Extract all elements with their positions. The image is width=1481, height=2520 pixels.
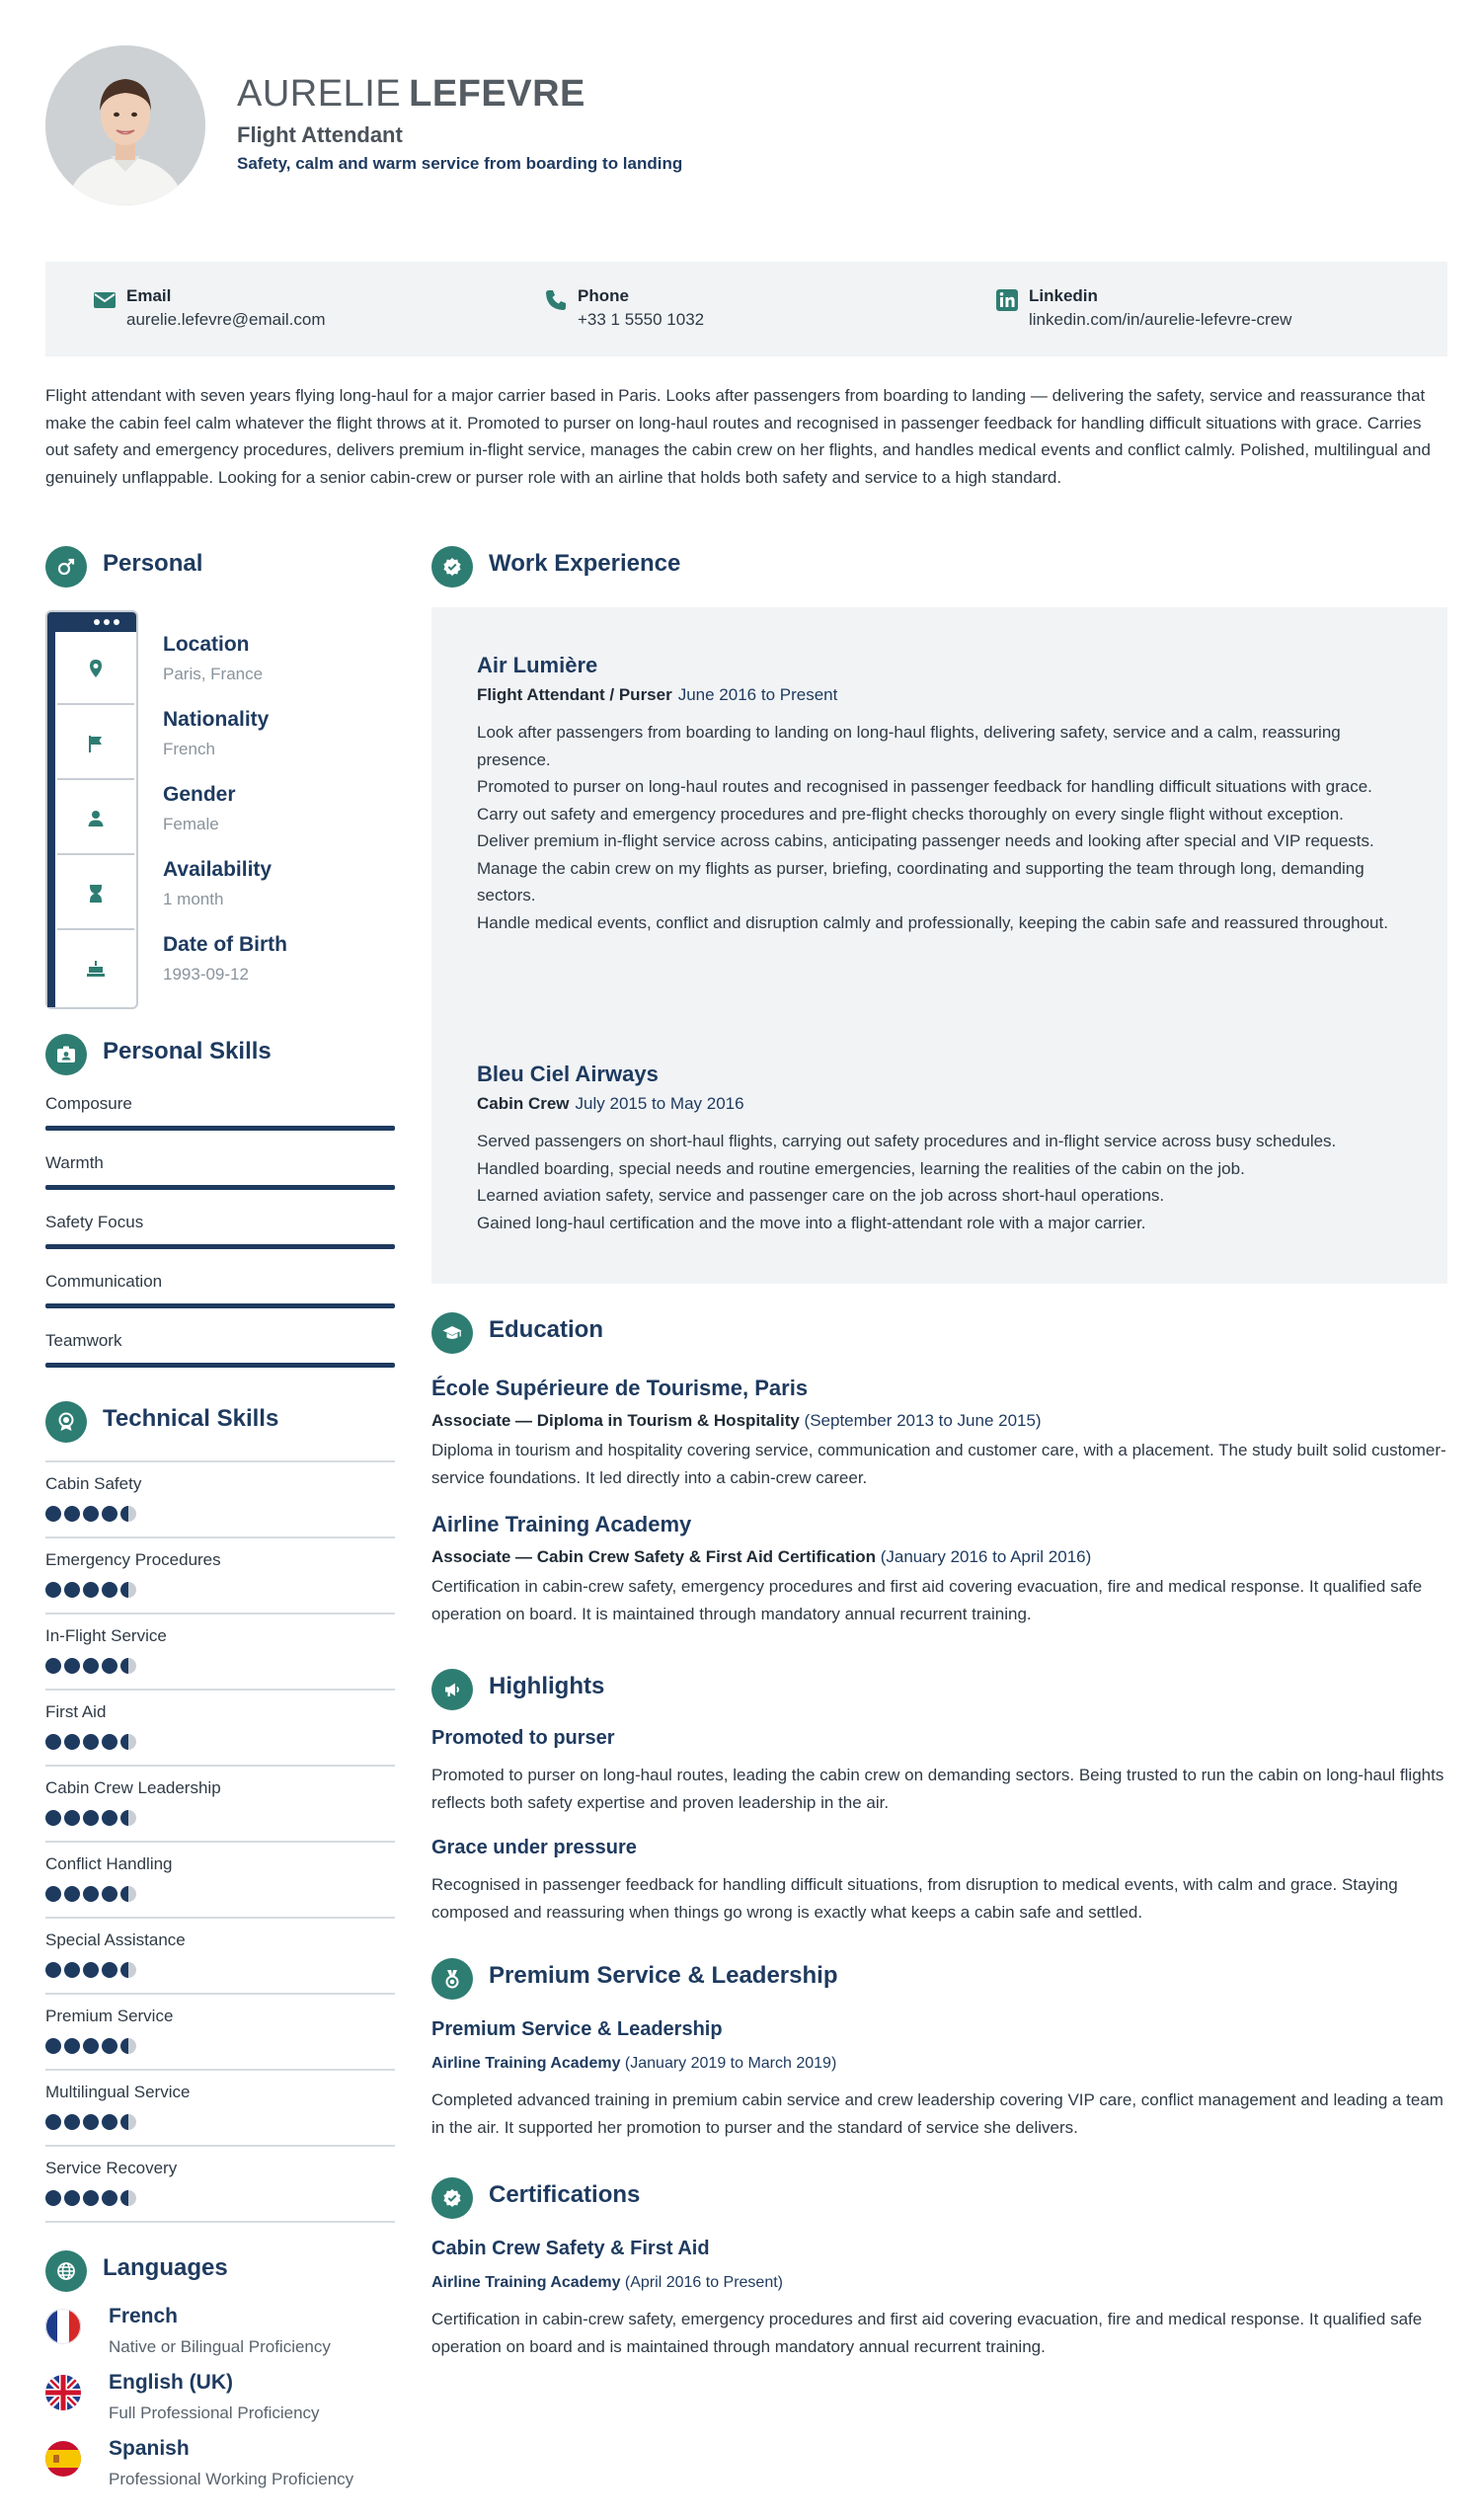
education-title: Education [489,1316,604,1343]
rating-dot-full [45,1886,61,1902]
education-description: Diploma in tourism and hospitality covering service, communication and customer care, with a placement. The study built solid customer-service foundations. It led directly into a cabin-crew career. [431,1441,1446,1487]
highlight-description: Promoted to purser on long-haul routes, leading the cabin crew on demanding sectors. Being trusted to run the cabin on long-haul flights reflects both safety expertise and proven leadership in the air. [431,1766,1444,1812]
certification-title: Cabin Crew Safety & First Aid [431,2238,710,2259]
rating-dot-half [120,1962,136,1978]
company-name: Air Lumière [477,653,598,677]
technical-skill-label: First Aid [45,1702,107,1721]
card-top-bar [47,612,136,632]
technical-skill [45,1460,395,1536]
personal-card [45,610,138,1009]
rating-dot-full [45,2114,61,2130]
dob-cell [57,932,134,1005]
personal-nationality [163,708,269,759]
premium-dates: (January 2019 to March 2019) [624,2055,837,2072]
rating-dot-full [102,2114,117,2130]
certification-description: Certification in cabin-crew safety, emergency procedures and first aid covering evacuation, fire and medical response. It qualified safe operation on board and is maintained through mandatory annual recurrent training. [431,2310,1423,2356]
certifications-title: Certifications [489,2181,641,2208]
availability-label: Availability [163,858,273,881]
phone-icon [544,288,568,312]
highlights-title: Highlights [489,1673,605,1699]
rating-dot-full [102,2038,117,2054]
dob-value: 1993-09-12 [163,965,249,984]
premium-entry [431,2018,1447,2141]
duty-item: Look after passengers from boarding to landing on long-haul flights, delivering safety, service and a calm, reassuring presence. [477,723,1341,769]
technical-skill-label: Special Assistance [45,1930,186,1949]
rating-dot-full [64,1810,80,1826]
rating-dot-full [64,2038,80,2054]
certification-dates: (April 2016 to Present) [624,2274,783,2291]
personal-skill [45,1331,395,1351]
school-name: École Supérieure de Tourisme, Paris [431,1376,809,1400]
education-dates: (September 2013 to June 2015) [804,1411,1042,1430]
rating-dot-full [83,1734,99,1750]
rating-dot-full [45,1810,61,1826]
technical-skill [45,1613,395,1689]
duty-item: Carry out safety and emergency procedures and pre-flight checks thoroughly on every single flight without exception. [477,804,1344,824]
certification-org-line [431,2274,1447,2292]
degree-line [431,1411,1447,1431]
avatar-portrait [45,45,205,205]
personal-skills-title: Personal Skills [103,1038,272,1064]
linkedin-icon [995,288,1019,312]
phone-value[interactable]: +33 1 5550 1032 [578,310,705,329]
gender-cell [57,782,134,855]
availability-cell [57,857,134,930]
personal-skill [45,1272,395,1292]
language-item [45,2371,401,2430]
job-dates: June 2016 to Present [677,685,838,704]
highlight-entry [431,1727,1447,1816]
medal-icon [431,1958,473,2000]
technical-skill-label: Service Recovery [45,2159,178,2177]
rating-dot-full [64,1886,80,1902]
award-ribbon-icon [45,1401,87,1443]
last-name: LEFEVRE [409,73,585,115]
person-icon [86,809,106,828]
gender-label: Gender [163,783,236,806]
degree-line [431,1547,1447,1567]
rating-dot-full [83,1886,99,1902]
personal-location [163,633,263,684]
rating-dot-half [120,1810,136,1826]
dob-label: Date of Birth [163,933,287,956]
rating-dot-full [83,1506,99,1522]
cake-icon [86,959,106,979]
rating-dot-full [102,1962,117,1978]
personal-skill [45,1153,395,1173]
technical-skill [45,1689,395,1765]
rating-dot-full [45,1582,61,1598]
highlight-title: Promoted to purser [431,1727,615,1749]
rating-dot-full [64,1734,80,1750]
rating-dot-half [120,1658,136,1674]
rating-dot-half [120,1734,136,1750]
linkedin-label: Linkedin [1029,286,1098,305]
rating-dot-full [45,2038,61,2054]
language-name: English (UK) [109,2371,233,2394]
technical-skill-label: Premium Service [45,2007,174,2025]
certificate-badge-icon [431,2177,473,2219]
avatar [45,45,205,205]
rating-dot-full [83,1810,99,1826]
rating-dot-full [102,1658,117,1674]
rating-dot-full [83,2038,99,2054]
personal-skill-bar [45,1126,395,1131]
rating-dot-full [45,1734,61,1750]
verified-badge-icon [431,546,473,588]
personal-skill-label: Safety Focus [45,1213,144,1231]
job-dates: July 2015 to May 2016 [575,1094,744,1113]
education-dates: (January 2016 to April 2016) [880,1547,1092,1566]
technical-skill [45,2069,395,2145]
premium-description: Completed advanced training in premium cabin service and crew leadership covering VIP care, conflict management and leading a team in the air. It supported her promotion to purser and the standard of service she delivers. [431,2090,1443,2137]
first-name: AURELIE [237,73,402,115]
premium-org: Airline Training Academy [431,2055,621,2072]
personal-skill-bar [45,1244,395,1249]
technical-skill-label: Conflict Handling [45,1854,173,1873]
duty-item: Served passengers on short-haul flights, carrying out safety procedures and in-flight service across busy schedules. [477,1132,1337,1150]
rating-dot-full [45,2190,61,2206]
tagline: Safety, calm and warm service from boarding to landing [237,154,683,173]
graduation-cap-icon [431,1312,473,1354]
personal-dob [163,933,287,984]
language-item [45,2305,401,2364]
certification-entry [431,2238,1447,2360]
highlight-entry [431,1837,1447,1926]
language-level: Professional Working Proficiency [109,2470,354,2488]
nationality-cell [57,707,134,780]
job-duties [477,1128,1415,1236]
rating-dot-half [120,1886,136,1902]
job-role: Cabin Crew [477,1094,570,1113]
rating-dot-full [64,1962,80,1978]
personal-availability [163,858,272,909]
personal-skill-label: Teamwork [45,1331,122,1350]
resume-header [45,45,1428,205]
premium-org-line [431,2055,1447,2073]
email-icon [93,288,117,312]
linkedin-value[interactable]: linkedin.com/in/aurelie-lefevre-crew [1029,310,1292,329]
technical-skill [45,2145,395,2221]
rating-dot-full [64,2114,80,2130]
personal-skill-label: Composure [45,1094,132,1113]
personal-skill [45,1094,395,1114]
education-entry [431,1376,1447,1491]
duty-item: Handled boarding, special needs and routine emergencies, learning the realities of the cabin on the job. [477,1158,1245,1178]
rating-dot-full [64,2190,80,2206]
technical-skill [45,1917,395,1993]
gender-value: Female [163,815,219,833]
rating-dot-full [102,1734,117,1750]
technical-skill-label: Cabin Crew Leadership [45,1778,221,1797]
job-duties [477,719,1415,936]
premium-item-title: Premium Service & Leadership [431,2018,723,2040]
premium-title: Premium Service & Leadership [489,1962,838,1989]
flag-icon [86,734,106,753]
rating-dot-full [45,1506,61,1522]
rating-dot-half [120,2038,136,2054]
rating-dot-full [83,1582,99,1598]
rating-dot-full [102,1582,117,1598]
duty-item: Manage the cabin crew on my flights as purser, briefing, coordinating and supporting the team through long, demanding sectors. [477,858,1364,905]
rating-dot-full [64,1506,80,1522]
location-label: Location [163,633,250,656]
duty-item: Gained long-haul certification and the move into a flight-attendant role with a major carrier. [477,1213,1146,1232]
gender-symbol-icon [45,546,87,588]
technical-skill-label: In-Flight Service [45,1626,167,1645]
personal-skill-bar [45,1303,395,1308]
rating-dot-full [83,2114,99,2130]
duty-item: Promoted to purser on long-haul routes and recognised in passenger feedback for handling difficult situations with grace. [477,777,1372,796]
globe-icon [45,2250,87,2292]
technical-skills-title: Technical Skills [103,1405,279,1432]
personal-title: Personal [103,550,203,577]
rating-dot-full [45,1962,61,1978]
duty-item: Deliver premium in-flight service across cabins, anticipating passenger needs and looking after special and VIP requests. [477,831,1374,850]
personal-gender [163,783,236,834]
availability-value: 1 month [163,890,224,908]
rating-dot-half [120,2190,136,2206]
rating-dot-full [45,1658,61,1674]
rating-dot-half [120,1506,136,1522]
degree: Associate — Diploma in Tourism & Hospitality [431,1411,800,1430]
spain-flag-icon [45,2441,81,2477]
job-entry [477,1062,1415,1236]
language-level: Native or Bilingual Proficiency [109,2337,331,2356]
technical-skill-label: Cabin Safety [45,1474,142,1493]
school-name: Airline Training Academy [431,1512,692,1536]
rating-dot-full [102,1886,117,1902]
role-line [477,1094,1415,1114]
location-cell [57,632,134,705]
rating-dot-full [102,1810,117,1826]
technical-skill [45,1765,395,1841]
language-item [45,2437,401,2496]
personal-skill-label: Warmth [45,1153,104,1172]
location-pin-icon [86,659,106,678]
role-line [477,685,1415,705]
technical-skill [45,1536,395,1613]
degree: Associate — Cabin Crew Safety & First Aid Certification [431,1547,876,1566]
job-title: Flight Attendant [237,122,403,147]
personal-skill [45,1213,395,1232]
rating-dot-half [120,1582,136,1598]
rating-dot-full [64,1582,80,1598]
highlight-title: Grace under pressure [431,1837,637,1858]
rating-dot-full [83,1962,99,1978]
france-flag-icon [45,2309,81,2344]
company-name: Bleu Ciel Airways [477,1062,659,1086]
language-name: Spanish [109,2437,190,2460]
uk-flag-icon [45,2375,81,2410]
technical-skill-label: Emergency Procedures [45,1550,221,1569]
contact-bar [45,262,1447,356]
technical-skill [45,1841,395,1917]
location-value: Paris, France [163,665,264,683]
candidate-name [237,73,585,116]
work-experience-panel [431,607,1447,1284]
rating-dot-full [64,1658,80,1674]
language-name: French [109,2305,179,2327]
personal-skill-bar [45,1363,395,1368]
education-description: Certification in cabin-crew safety, emergency procedures and first aid covering evacuation, fire and medical response. It qualified safe operation on board. It is maintained through mandatory annual recurrent training. [431,1577,1423,1623]
card-spine [47,632,55,1007]
email-value[interactable]: aurelie.lefevre@email.com [126,310,326,329]
languages-title: Languages [103,2254,228,2281]
education-entry [431,1512,1447,1627]
personal-skill-bar [45,1185,395,1190]
nationality-value: French [163,740,215,758]
rating-dot-full [102,2190,117,2206]
job-role: Flight Attendant / Purser [477,685,672,704]
duty-item: Handle medical events, conflict and disruption calmly and professionally, keeping the cabin safe and reassured throughout. [477,912,1388,932]
phone-label: Phone [578,286,629,305]
rating-dot-half [120,2114,136,2130]
highlight-description: Recognised in passenger feedback for handling difficult situations, from disruption to medical events, with calm and grace. Staying composed and reassuring when things go wrong is exactly what keeps a cabin safe and settled. [431,1875,1398,1922]
profile-summary: Flight attendant with seven years flying long-haul for a major carrier based in Paris. Looks after passengers from boarding to landing — delivering the safety, service and reassurance that make the cabin feel calm whatever the flight throws at it. Promoted to purser on long-haul routes and recognised in passenger feedback for handling difficult situations with grace. Carries out safety and emergency procedures, delivers premium in-flight service, manages the cabin crew on her flights, and handles medical events and conflict calmly. Polished, multilingual and genuinely unflappable. Looking for a senior cabin-crew or purser role with an airline that holds both safety and service to a high standard. [45,386,1431,487]
rating-dot-full [83,1658,99,1674]
rating-dot-full [83,2190,99,2206]
technical-skill [45,1993,395,2069]
technical-skills-divider [45,2221,395,2223]
email-label: Email [126,286,172,305]
rating-dot-full [102,1506,117,1522]
hourglass-icon [86,884,106,904]
duty-item: Learned aviation safety, service and passenger care on the job across short-haul operations. [477,1186,1165,1205]
megaphone-icon [431,1669,473,1710]
id-badge-icon [45,1034,87,1075]
language-level: Full Professional Proficiency [109,2403,320,2422]
technical-skill-label: Multilingual Service [45,2083,191,2101]
job-entry [477,653,1415,936]
work-title: Work Experience [489,550,681,577]
personal-skill-label: Communication [45,1272,163,1291]
nationality-label: Nationality [163,708,270,731]
certification-org: Airline Training Academy [431,2274,621,2291]
